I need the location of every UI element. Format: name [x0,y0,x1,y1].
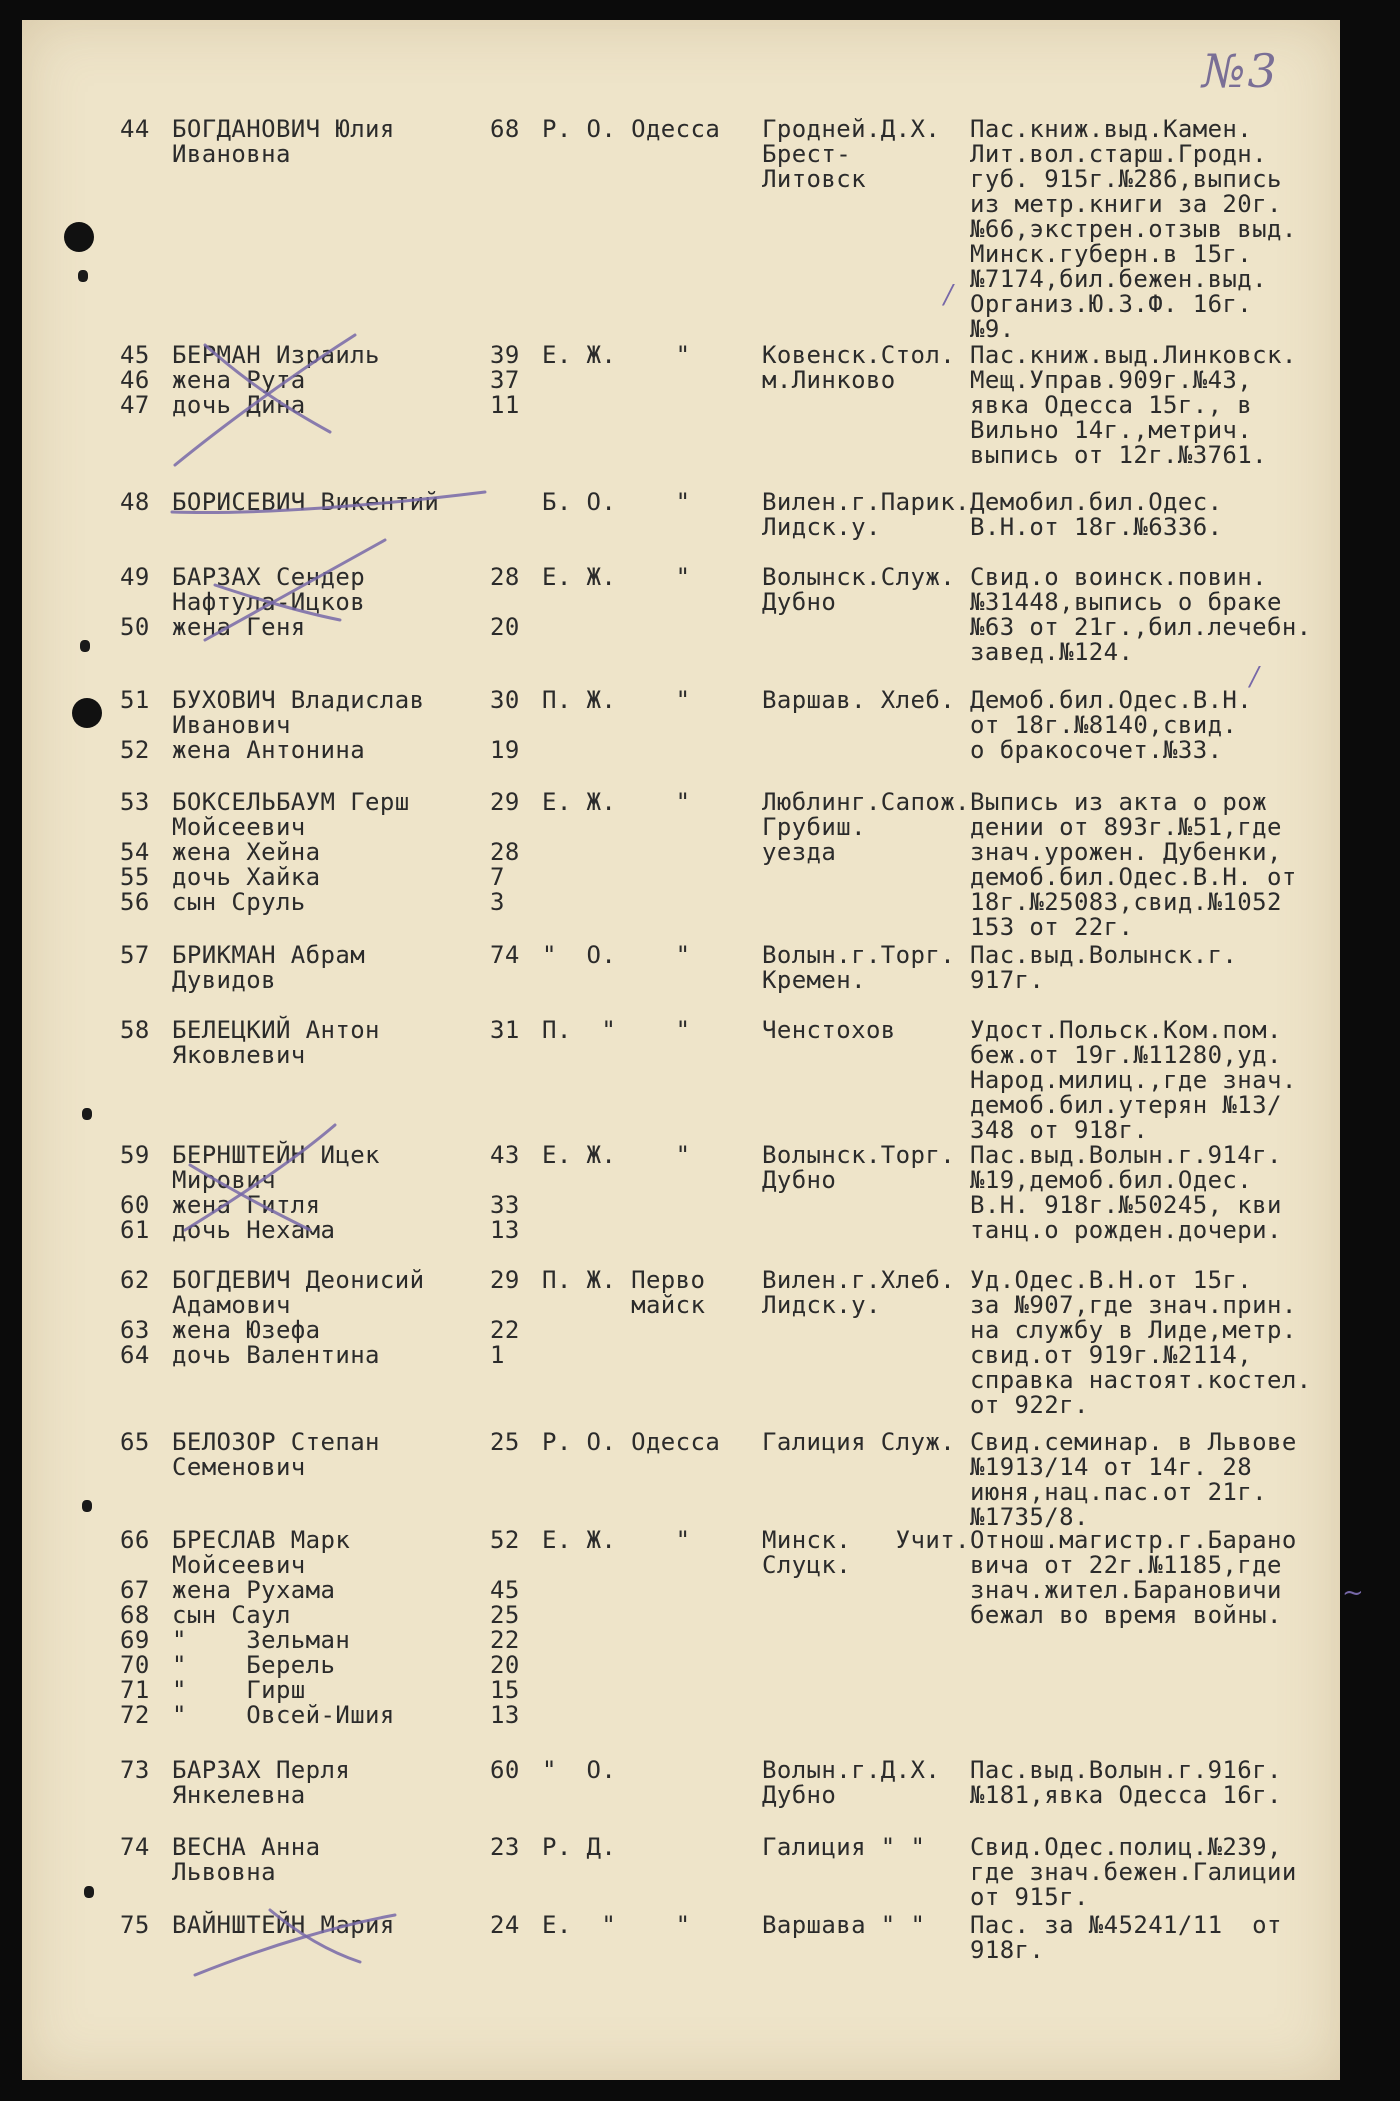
document-detail: знач.жител.Барановичи [970,1576,1282,1604]
origin-occupation: Варшава " " [762,1911,926,1939]
person-name-line: жена Рута [172,366,306,394]
person-name-line: БАРЗАХ Сендер [172,563,366,591]
person-name-line: БОГДАНОВИЧ Юлия [172,115,395,143]
document-detail: Свид.Одес.полиц.№239, [970,1833,1282,1861]
document-detail: №9. [970,315,1015,343]
age-value: 45 [490,1576,520,1604]
entry-number: 46 [120,366,150,394]
person-name-line: Мойсеевич [172,1551,306,1579]
document-detail: демоб.бил.Одес.В.Н. от [970,863,1297,891]
age-value: 13 [490,1216,520,1244]
age-value: 29 [490,788,520,816]
document-detail: Пас.выд.Волын.г.914г. [970,1141,1282,1169]
person-name-line: дочь Хайка [172,863,321,891]
age-value: 68 [490,115,520,143]
entry-number: 55 [120,863,150,891]
age-value: 13 [490,1701,520,1729]
document-detail: губ. 915г.№286,выпись [970,165,1282,193]
entry-number: 45 [120,341,150,369]
document-detail: от 915г. [970,1883,1089,1911]
document-detail: Пас. за №45241/11 от [970,1911,1282,1939]
entry-number: 65 [120,1428,150,1456]
origin-occupation: Варшав. Хлеб. [762,686,956,714]
ink-speck [84,1886,94,1898]
origin-occupation: Брест- [762,140,852,168]
document-detail: Отнош.магистр.г.Барано [970,1526,1297,1554]
document-detail: Выпись из акта о рож [970,788,1267,816]
age-value: 3 [490,888,505,916]
person-name-line: Дувидов [172,966,276,994]
entry-number: 60 [120,1191,150,1219]
entry-number: 71 [120,1676,150,1704]
age-value: 25 [490,1601,520,1629]
person-name-line: БЕЛЕЦКИЙ Антон [172,1016,380,1044]
document-detail: Пас.выд.Волын.г.916г. [970,1756,1282,1784]
document-detail: №63 от 21г.,бил.лечебн. [970,613,1312,641]
person-name-line: БЕРМАН Израиль [172,341,380,369]
entry-number: 49 [120,563,150,591]
entry-number: 64 [120,1341,150,1369]
person-name-line: Яковлевич [172,1041,306,1069]
document-detail: на службу в Лиде,метр. [970,1316,1297,1344]
person-name-line: Ивановна [172,140,291,168]
age-value: 29 [490,1266,520,1294]
document-detail: Удост.Польск.Ком.пом. [970,1016,1282,1044]
entry-number: 52 [120,736,150,764]
origin-occupation: Волынск.Служ. [762,563,956,591]
document-detail: Демоб.бил.Одес.В.Н. [970,686,1253,714]
age-value: 74 [490,941,520,969]
category-code: Б. О. " [542,488,691,516]
person-name-line: жена Геня [172,613,306,641]
person-name-line: Мирович [172,1166,276,1194]
person-name-line: Семенович [172,1453,306,1481]
origin-occupation: Слуцк. [762,1551,852,1579]
origin-occupation: Дубно [762,1781,837,1809]
document-detail: №181,явка Одесса 16г. [970,1781,1282,1809]
origin-occupation: Лидск.у. [762,1291,881,1319]
person-name-line: БЕРНШТЕЙН Ицек [172,1141,380,1169]
document-detail: где знач.бежен.Галиции [970,1858,1297,1886]
category-code: Е. Ж. " [542,341,691,369]
entry-number: 54 [120,838,150,866]
document-detail: знач.урожен. Дубенки, [970,838,1282,866]
person-name-line: " Берель [172,1651,336,1679]
age-value: 20 [490,1651,520,1679]
entry-number: 44 [120,115,150,143]
document-detail: 917г. [970,966,1045,994]
entry-number: 61 [120,1216,150,1244]
person-name-line: БАРЗАХ Перля [172,1756,351,1784]
document-detail: №1913/14 от 14г. 28 [970,1453,1253,1481]
document-detail: справка настоят.костел. [970,1366,1312,1394]
document-detail: за №907,где знач.прин. [970,1291,1297,1319]
document-detail: свид.от 919г.№2114, [970,1341,1253,1369]
category-code: П. Ж. Перво [542,1266,706,1294]
age-value: 52 [490,1526,520,1554]
document-detail: Лит.вол.старш.Гродн. [970,140,1267,168]
age-value: 28 [490,838,520,866]
age-value: 7 [490,863,505,891]
category-code: П. " " [542,1016,691,1044]
document-detail: 18г.№25083,свид.№1052 [970,888,1282,916]
entry-number: 51 [120,686,150,714]
document-detail: июня,нац.пас.от 21г. [970,1478,1267,1506]
binding-hole [64,222,94,252]
document-detail: В.Н. 918г.№50245, кви [970,1191,1282,1219]
tick-mark: / [944,280,953,310]
ink-speck [82,1108,92,1120]
person-name-line: сын Сруль [172,888,306,916]
document-detail: Организ.Ю.З.Ф. 16г. [970,290,1253,318]
document-detail: №7174,бил.бежен.выд. [970,265,1267,293]
document-detail: беж.от 19г.№11280,уд. [970,1041,1282,1069]
document-detail: из метр.книги за 20г. [970,190,1282,218]
document-detail: выпись от 12г.№3761. [970,441,1267,469]
origin-occupation: Ковенск.Стол. [762,341,956,369]
entry-number: 68 [120,1601,150,1629]
origin-occupation: Минск. Учит. [762,1526,970,1554]
category-code: Р. О. Одесса [542,1428,721,1456]
ink-speck [78,270,88,282]
person-name-line: ВЕСНА Анна [172,1833,321,1861]
document-detail: от 922г. [970,1391,1089,1419]
entry-number: 72 [120,1701,150,1729]
person-name-line: жена Антонина [172,736,366,764]
person-name-line: жена Рухама [172,1576,336,1604]
document-detail: танц.о рожден.дочери. [970,1216,1282,1244]
age-value: 37 [490,366,520,394]
person-name-line: жена Юзефа [172,1316,321,1344]
entry-number: 70 [120,1651,150,1679]
age-value: 30 [490,686,520,714]
person-name-line: жена Хейна [172,838,321,866]
document-detail: 348 от 918г. [970,1116,1149,1144]
tick-mark: ~ [1342,1578,1364,1608]
entry-number: 53 [120,788,150,816]
entry-number: 67 [120,1576,150,1604]
age-value: 25 [490,1428,520,1456]
origin-occupation: Вилен.г.Парик. [762,488,970,516]
document-detail: 153 от 22г. [970,913,1134,941]
age-value: 24 [490,1911,520,1939]
document-detail: Мещ.Управ.909г.№43, [970,366,1253,394]
binding-hole [72,698,102,728]
person-name-line: Янкелевна [172,1781,306,1809]
person-name-line: " Овсей-Ишия [172,1701,395,1729]
category-code: Е. " " [542,1911,691,1939]
age-value: 22 [490,1626,520,1654]
document-detail: явка Одесса 15г., в [970,391,1253,419]
document-detail: Пас.выд.Волынск.г. [970,941,1238,969]
origin-occupation: м.Линково [762,366,896,394]
category-code: майск [542,1291,706,1319]
age-value: 11 [490,391,520,419]
entry-number: 69 [120,1626,150,1654]
document-detail: о бракосочет.№33. [970,736,1223,764]
entry-number: 66 [120,1526,150,1554]
origin-occupation: Вилен.г.Хлеб. [762,1266,956,1294]
person-name-line: Иванович [172,711,291,739]
category-code: Е. Ж. " [542,788,691,816]
person-name-line: " Зельман [172,1626,351,1654]
category-code: Р. Д. [542,1833,617,1861]
age-value: 43 [490,1141,520,1169]
document-detail: Народ.милиц.,где знач. [970,1066,1297,1094]
origin-occupation: уезда [762,838,837,866]
document-detail: Уд.Одес.В.Н.от 15г. [970,1266,1253,1294]
person-name-line: БУХОВИЧ Владислав [172,686,425,714]
document-detail: Вильно 14г.,метрич. [970,416,1253,444]
person-name-line: БЕЛОЗОР Степан [172,1428,380,1456]
document-detail: №31448,выпись о браке [970,588,1282,616]
person-name-line: Львовна [172,1858,276,1886]
document-detail: дении от 893г.№51,где [970,813,1282,841]
origin-occupation: Гродней.Д.Х. [762,115,941,143]
document-detail: завед.№124. [970,638,1134,666]
age-value: 39 [490,341,520,369]
document-detail: Свид.о воинск.повин. [970,563,1267,591]
entry-number: 75 [120,1911,150,1939]
entry-number: 74 [120,1833,150,1861]
person-name-line: БОГДЕВИЧ Деонисий [172,1266,425,1294]
entry-number: 73 [120,1756,150,1784]
person-name-line: сын Саул [172,1601,291,1629]
document-detail: Демобил.бил.Одес. [970,488,1223,516]
document-detail: №66,экстрен.отзыв выд. [970,215,1297,243]
person-name-line: БОКСЕЛЬБАУМ Герш [172,788,410,816]
document-detail: 918г. [970,1936,1045,1964]
tick-mark: / [1250,662,1259,692]
age-value: 28 [490,563,520,591]
age-value: 31 [490,1016,520,1044]
origin-occupation: Волын.г.Торг. [762,941,956,969]
origin-occupation: Дубно [762,588,837,616]
origin-occupation: Грубиш. [762,813,866,841]
document-detail: демоб.бил.утерян №13/ [970,1091,1282,1119]
origin-occupation: Люблинг.Сапож. [762,788,970,816]
person-name-line: БРЕСЛАВ Марк [172,1526,351,1554]
document-detail: Свид.семинар. в Львове [970,1428,1297,1456]
category-code: " О. [542,1756,617,1784]
origin-occupation: Кремен. [762,966,866,994]
document-detail: от 18г.№8140,свид. [970,711,1238,739]
category-code: П. Ж. " [542,686,691,714]
document-detail: Пас.книж.выд.Камен. [970,115,1253,143]
origin-occupation: Волынск.Торг. [762,1141,956,1169]
person-name-line: Мойсеевич [172,813,306,841]
person-name-line: БОРИСЕВИЧ Викентий [172,488,440,516]
person-name-line: " Гирш [172,1676,306,1704]
category-code: Е. Ж. " [542,1141,691,1169]
ink-speck [80,640,90,652]
entry-number: 63 [120,1316,150,1344]
person-name-line: дочь Дина [172,391,306,419]
person-name-line: дочь Валентина [172,1341,380,1369]
age-value: 15 [490,1676,520,1704]
category-code: Е. Ж. " [542,563,691,591]
entry-number: 59 [120,1141,150,1169]
origin-occupation: Литовск [762,165,866,193]
person-name-line: ВАЙНШТЕЙН Мария [172,1911,395,1939]
entry-number: 57 [120,941,150,969]
category-code: " О. " [542,941,691,969]
document-detail: №1735/8. [970,1503,1089,1531]
age-value: 20 [490,613,520,641]
age-value: 33 [490,1191,520,1219]
category-code: Р. О. Одесса [542,115,721,143]
entry-number: 47 [120,391,150,419]
document-detail: №19,демоб.бил.Одес. [970,1166,1253,1194]
person-name-line: Адамович [172,1291,291,1319]
person-name-line: БРИКМАН Абрам [172,941,366,969]
entry-number: 58 [120,1016,150,1044]
person-name-line: дочь Нехама [172,1216,336,1244]
origin-occupation: Ченстохов [762,1016,896,1044]
document-detail: В.Н.от 18г.№6336. [970,513,1223,541]
age-value: 60 [490,1756,520,1784]
age-value: 1 [490,1341,505,1369]
ink-speck [82,1500,92,1512]
age-value: 22 [490,1316,520,1344]
document-detail: бежал во время войны. [970,1601,1282,1629]
entry-number: 50 [120,613,150,641]
document-detail: Пас.книж.выд.Линковск. [970,341,1297,369]
origin-occupation: Галиция " " [762,1833,926,1861]
origin-occupation: Лидск.у. [762,513,881,541]
entry-number: 48 [120,488,150,516]
entry-number: 56 [120,888,150,916]
age-value: 23 [490,1833,520,1861]
category-code: Е. Ж. " [542,1526,691,1554]
person-name-line: Нафтула-Ицков [172,588,366,616]
folio-number: №3 [1202,44,1279,98]
document-detail: Минск.губерн.в 15г. [970,240,1253,268]
person-name-line: жена Гитля [172,1191,321,1219]
origin-occupation: Галиция Служ. [762,1428,956,1456]
origin-occupation: Волын.г.Д.Х. [762,1756,941,1784]
origin-occupation: Дубно [762,1166,837,1194]
entry-number: 62 [120,1266,150,1294]
age-value: 19 [490,736,520,764]
document-detail: вича от 22г.№1185,где [970,1551,1282,1579]
